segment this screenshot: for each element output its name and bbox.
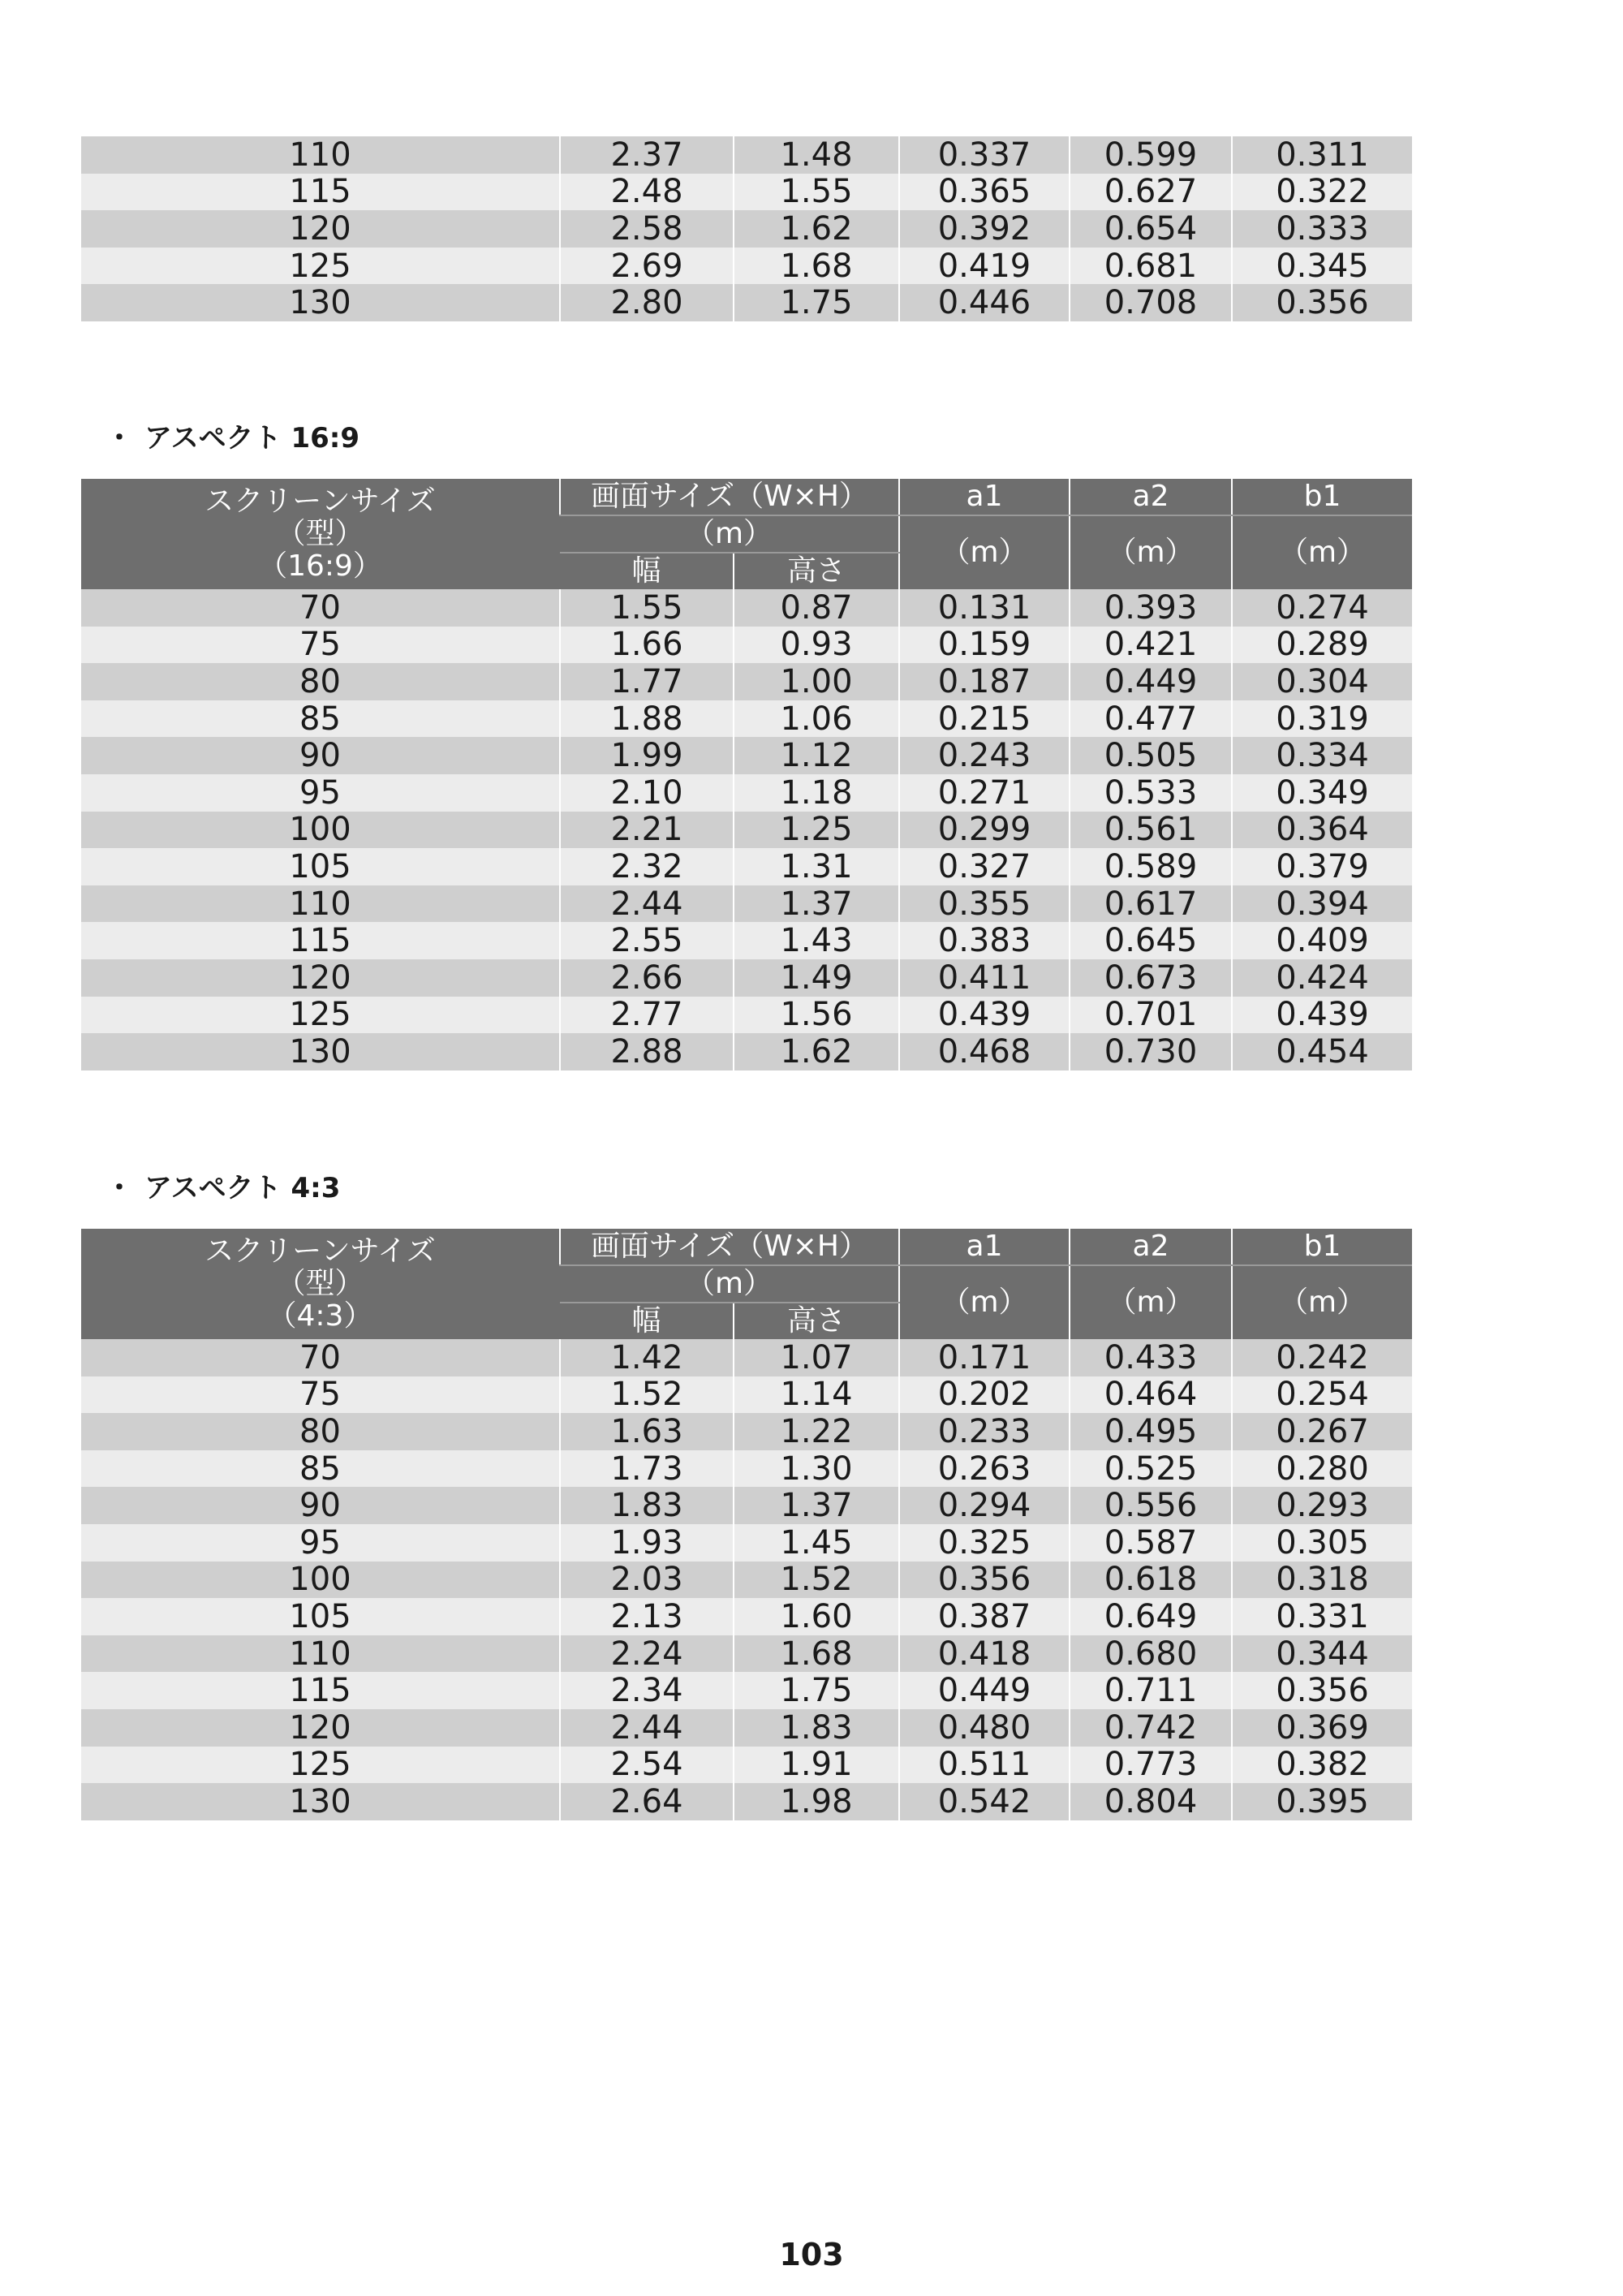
table-row — [81, 1413, 1412, 1450]
a2-cell: 0.627 — [1070, 174, 1232, 211]
height-cell: 1.14 — [734, 1376, 899, 1414]
screen-size-header-line3: （16:9） — [258, 549, 382, 583]
table-row — [81, 1487, 1412, 1524]
table-row — [81, 284, 1412, 321]
a2-header: a2 — [1070, 479, 1232, 515]
a2-cell: 0.681 — [1070, 248, 1232, 285]
width-cell: 2.64 — [560, 1783, 734, 1820]
screen-size-cell: 125 — [81, 248, 560, 285]
table-row — [81, 1339, 1412, 1376]
height-cell: 1.12 — [734, 737, 899, 774]
height-cell: 1.98 — [734, 1783, 899, 1820]
b1-cell: 0.322 — [1232, 174, 1412, 211]
a1-cell: 0.355 — [899, 885, 1070, 923]
a1-cell: 0.327 — [899, 848, 1070, 885]
screen-size-header-line1: スクリーンサイズ — [204, 485, 436, 518]
screen-size-header — [81, 479, 560, 589]
section-title-4-3 — [105, 1165, 340, 1205]
screen-size-cell: 70 — [81, 1339, 560, 1376]
height-cell: 1.37 — [734, 1487, 899, 1524]
width-cell: 1.83 — [560, 1487, 734, 1524]
table-row — [81, 1524, 1412, 1562]
a1-cell: 0.215 — [899, 700, 1070, 738]
a2-cell: 0.589 — [1070, 848, 1232, 885]
b1-cell: 0.318 — [1232, 1562, 1412, 1599]
a1-cell: 0.187 — [899, 663, 1070, 700]
a2-cell: 0.773 — [1070, 1747, 1232, 1784]
a1-cell: 0.159 — [899, 627, 1070, 664]
table-row — [81, 1747, 1412, 1784]
a2-unit: （m） — [1070, 515, 1232, 589]
b1-cell: 0.345 — [1232, 248, 1412, 285]
width-cell: 2.34 — [560, 1672, 734, 1709]
width-cell: 1.88 — [560, 700, 734, 738]
a2-cell: 0.708 — [1070, 284, 1232, 321]
height-cell: 0.93 — [734, 627, 899, 664]
b1-cell: 0.319 — [1232, 700, 1412, 738]
height-cell: 1.37 — [734, 885, 899, 923]
a2-cell: 0.680 — [1070, 1635, 1232, 1673]
section-title-text: アスペクト 16:9 — [144, 422, 360, 454]
a1-unit: （m） — [899, 515, 1070, 589]
a1-cell: 0.418 — [899, 1635, 1070, 1673]
height-cell: 1.75 — [734, 284, 899, 321]
a2-cell: 0.701 — [1070, 997, 1232, 1034]
table-row — [81, 1033, 1412, 1070]
a2-cell: 0.393 — [1070, 589, 1232, 627]
a1-cell: 0.202 — [899, 1376, 1070, 1414]
width-cell: 2.80 — [560, 284, 734, 321]
b1-cell: 0.242 — [1232, 1339, 1412, 1376]
screen-size-cell: 110 — [81, 1635, 560, 1673]
a1-unit: （m） — [899, 1265, 1070, 1339]
a1-cell: 0.233 — [899, 1413, 1070, 1450]
a1-cell: 0.325 — [899, 1524, 1070, 1562]
screen-size-cell: 130 — [81, 284, 560, 321]
width-cell: 2.48 — [560, 174, 734, 211]
screen-size-header-line1: スクリーンサイズ — [204, 1234, 436, 1268]
width-cell: 2.13 — [560, 1598, 734, 1635]
b1-cell: 0.349 — [1232, 774, 1412, 812]
b1-cell: 0.344 — [1232, 1635, 1412, 1673]
height-cell: 1.00 — [734, 663, 899, 700]
a2-cell: 0.449 — [1070, 663, 1232, 700]
width-cell: 2.10 — [560, 774, 734, 812]
width-cell: 2.44 — [560, 1709, 734, 1747]
a1-cell: 0.387 — [899, 1598, 1070, 1635]
screen-size-cell: 100 — [81, 812, 560, 849]
table-header — [81, 479, 1412, 589]
height-cell: 1.18 — [734, 774, 899, 812]
b1-cell: 0.424 — [1232, 959, 1412, 997]
height-cell: 1.48 — [734, 136, 899, 174]
b1-cell: 0.356 — [1232, 1672, 1412, 1709]
height-cell: 1.55 — [734, 174, 899, 211]
a1-cell: 0.468 — [899, 1033, 1070, 1070]
a1-cell: 0.337 — [899, 136, 1070, 174]
screen-size-cell: 80 — [81, 1413, 560, 1450]
section-title-text: アスペクト 4:3 — [144, 1172, 341, 1204]
table-row — [81, 1562, 1412, 1599]
a1-cell: 0.263 — [899, 1450, 1070, 1488]
screen-size-cell: 95 — [81, 774, 560, 812]
a2-cell: 0.556 — [1070, 1487, 1232, 1524]
width-cell: 1.42 — [560, 1339, 734, 1376]
b1-cell: 0.356 — [1232, 284, 1412, 321]
width-header: 幅 — [560, 1303, 734, 1339]
screen-size-header-line2: （型） — [276, 517, 364, 550]
screen-size-cell: 85 — [81, 1450, 560, 1488]
width-cell: 2.44 — [560, 885, 734, 923]
table-row — [81, 997, 1412, 1034]
table-row — [81, 959, 1412, 997]
height-cell: 1.52 — [734, 1562, 899, 1599]
width-cell: 1.77 — [560, 663, 734, 700]
b1-cell: 0.409 — [1232, 922, 1412, 959]
a1-cell: 0.171 — [899, 1339, 1070, 1376]
screen-size-cell: 130 — [81, 1783, 560, 1820]
width-cell: 2.69 — [560, 248, 734, 285]
aspect-16-9-body — [81, 589, 1412, 1070]
height-cell: 1.56 — [734, 997, 899, 1034]
table-row — [81, 848, 1412, 885]
height-cell: 1.62 — [734, 1033, 899, 1070]
b1-cell: 0.304 — [1232, 663, 1412, 700]
height-header: 高さ — [734, 1303, 899, 1339]
table-row — [81, 1635, 1412, 1673]
height-cell: 0.87 — [734, 589, 899, 627]
screen-size-cell: 85 — [81, 700, 560, 738]
height-cell: 1.83 — [734, 1709, 899, 1747]
a2-cell: 0.645 — [1070, 922, 1232, 959]
b1-cell: 0.379 — [1232, 848, 1412, 885]
height-cell: 1.31 — [734, 848, 899, 885]
table-row — [81, 589, 1412, 627]
height-cell: 1.62 — [734, 210, 899, 248]
image-size-unit: （m） — [560, 1265, 899, 1303]
b1-cell: 0.311 — [1232, 136, 1412, 174]
b1-cell: 0.439 — [1232, 997, 1412, 1034]
table-row — [81, 174, 1412, 211]
width-cell: 2.03 — [560, 1562, 734, 1599]
screen-size-cell: 75 — [81, 1376, 560, 1414]
width-cell: 2.32 — [560, 848, 734, 885]
table-row — [81, 1709, 1412, 1747]
a1-cell: 0.542 — [899, 1783, 1070, 1820]
a2-cell: 0.711 — [1070, 1672, 1232, 1709]
b1-cell: 0.334 — [1232, 737, 1412, 774]
b1-cell: 0.369 — [1232, 1709, 1412, 1747]
width-cell: 1.73 — [560, 1450, 734, 1488]
a2-cell: 0.599 — [1070, 136, 1232, 174]
screen-size-cell: 120 — [81, 959, 560, 997]
bullet: ・ — [105, 1172, 133, 1204]
height-cell: 1.45 — [734, 1524, 899, 1562]
a1-cell: 0.480 — [899, 1709, 1070, 1747]
height-cell: 1.91 — [734, 1747, 899, 1784]
a2-header: a2 — [1070, 1229, 1232, 1265]
screen-size-cell: 90 — [81, 737, 560, 774]
a1-cell: 0.511 — [899, 1747, 1070, 1784]
height-cell: 1.60 — [734, 1598, 899, 1635]
section-title-16-9 — [105, 416, 359, 455]
width-cell: 1.99 — [560, 737, 734, 774]
image-size-header: 画面サイズ（W×H） — [560, 479, 899, 515]
height-header: 高さ — [734, 553, 899, 589]
height-cell: 1.68 — [734, 1635, 899, 1673]
width-cell: 2.66 — [560, 959, 734, 997]
a2-cell: 0.804 — [1070, 1783, 1232, 1820]
a1-cell: 0.439 — [899, 997, 1070, 1034]
screen-size-cell: 125 — [81, 1747, 560, 1784]
a2-cell: 0.477 — [1070, 700, 1232, 738]
table-row — [81, 737, 1412, 774]
a2-unit: （m） — [1070, 1265, 1232, 1339]
a2-cell: 0.617 — [1070, 885, 1232, 923]
screen-size-cell: 115 — [81, 174, 560, 211]
a2-cell: 0.654 — [1070, 210, 1232, 248]
width-cell: 1.66 — [560, 627, 734, 664]
width-cell: 2.58 — [560, 210, 734, 248]
a2-cell: 0.533 — [1070, 774, 1232, 812]
width-cell: 2.24 — [560, 1635, 734, 1673]
a1-cell: 0.411 — [899, 959, 1070, 997]
aspect-4-3-body — [81, 1339, 1412, 1820]
b1-cell: 0.454 — [1232, 1033, 1412, 1070]
a1-cell: 0.271 — [899, 774, 1070, 812]
screen-size-cell: 110 — [81, 885, 560, 923]
a2-cell: 0.525 — [1070, 1450, 1232, 1488]
b1-header: b1 — [1232, 1229, 1412, 1265]
height-cell: 1.25 — [734, 812, 899, 849]
a1-cell: 0.356 — [899, 1562, 1070, 1599]
width-cell: 2.21 — [560, 812, 734, 849]
screen-size-cell: 95 — [81, 1524, 560, 1562]
bullet: ・ — [105, 422, 133, 454]
screen-size-cell: 105 — [81, 848, 560, 885]
a2-cell: 0.587 — [1070, 1524, 1232, 1562]
a1-cell: 0.449 — [899, 1672, 1070, 1709]
b1-cell: 0.267 — [1232, 1413, 1412, 1450]
a1-cell: 0.299 — [899, 812, 1070, 849]
a2-cell: 0.730 — [1070, 1033, 1232, 1070]
table-header — [81, 1229, 1412, 1339]
b1-cell: 0.280 — [1232, 1450, 1412, 1488]
screen-size-header-line2: （型） — [276, 1267, 364, 1300]
a2-cell: 0.673 — [1070, 959, 1232, 997]
screen-size-cell: 100 — [81, 1562, 560, 1599]
b1-cell: 0.394 — [1232, 885, 1412, 923]
a1-cell: 0.419 — [899, 248, 1070, 285]
a1-cell: 0.446 — [899, 284, 1070, 321]
table-row — [81, 210, 1412, 248]
a2-cell: 0.505 — [1070, 737, 1232, 774]
screen-size-cell: 120 — [81, 1709, 560, 1747]
width-header: 幅 — [560, 553, 734, 589]
continued-table-body — [81, 136, 1412, 321]
a1-cell: 0.365 — [899, 174, 1070, 211]
b1-cell: 0.382 — [1232, 1747, 1412, 1784]
height-cell: 1.43 — [734, 922, 899, 959]
width-cell: 2.37 — [560, 136, 734, 174]
screen-size-cell: 130 — [81, 1033, 560, 1070]
height-cell: 1.22 — [734, 1413, 899, 1450]
b1-cell: 0.289 — [1232, 627, 1412, 664]
screen-size-cell: 120 — [81, 210, 560, 248]
a2-cell: 0.742 — [1070, 1709, 1232, 1747]
table-row — [81, 627, 1412, 664]
width-cell: 1.55 — [560, 589, 734, 627]
b1-cell: 0.305 — [1232, 1524, 1412, 1562]
a2-cell: 0.433 — [1070, 1339, 1232, 1376]
a2-cell: 0.421 — [1070, 627, 1232, 664]
screen-size-cell: 70 — [81, 589, 560, 627]
height-cell: 1.49 — [734, 959, 899, 997]
continued-table — [81, 136, 1412, 321]
table-row — [81, 922, 1412, 959]
screen-size-cell: 115 — [81, 922, 560, 959]
table-row — [81, 1783, 1412, 1820]
width-cell: 2.88 — [560, 1033, 734, 1070]
width-cell: 1.93 — [560, 1524, 734, 1562]
screen-size-header-line3: （4:3） — [267, 1299, 373, 1333]
screen-size-cell: 90 — [81, 1487, 560, 1524]
screen-size-cell: 115 — [81, 1672, 560, 1709]
table-row — [81, 1598, 1412, 1635]
b1-cell: 0.331 — [1232, 1598, 1412, 1635]
image-size-header: 画面サイズ（W×H） — [560, 1229, 899, 1265]
b1-cell: 0.364 — [1232, 812, 1412, 849]
screen-size-cell: 125 — [81, 997, 560, 1034]
a1-cell: 0.243 — [899, 737, 1070, 774]
b1-cell: 0.395 — [1232, 1783, 1412, 1820]
screen-size-cell: 105 — [81, 1598, 560, 1635]
screen-size-cell: 80 — [81, 663, 560, 700]
a2-cell: 0.561 — [1070, 812, 1232, 849]
screen-size-cell: 110 — [81, 136, 560, 174]
a1-cell: 0.392 — [899, 210, 1070, 248]
height-cell: 1.06 — [734, 700, 899, 738]
table-row — [81, 812, 1412, 849]
width-cell: 2.54 — [560, 1747, 734, 1784]
table-row — [81, 1376, 1412, 1414]
b1-cell: 0.274 — [1232, 589, 1412, 627]
aspect-16-9-table — [81, 479, 1412, 1070]
height-cell: 1.30 — [734, 1450, 899, 1488]
table-row — [81, 885, 1412, 923]
a1-cell: 0.294 — [899, 1487, 1070, 1524]
screen-size-header — [81, 1229, 560, 1339]
table-row — [81, 774, 1412, 812]
width-cell: 1.63 — [560, 1413, 734, 1450]
b1-header: b1 — [1232, 479, 1412, 515]
a2-cell: 0.464 — [1070, 1376, 1232, 1414]
height-cell: 1.68 — [734, 248, 899, 285]
width-cell: 2.55 — [560, 922, 734, 959]
page-number: 103 — [779, 2237, 844, 2272]
table-row — [81, 136, 1412, 174]
a1-cell: 0.383 — [899, 922, 1070, 959]
b1-unit: （m） — [1232, 515, 1412, 589]
height-cell: 1.75 — [734, 1672, 899, 1709]
screen-size-cell: 75 — [81, 627, 560, 664]
a1-cell: 0.131 — [899, 589, 1070, 627]
a2-cell: 0.495 — [1070, 1413, 1232, 1450]
table-row — [81, 1672, 1412, 1709]
b1-cell: 0.254 — [1232, 1376, 1412, 1414]
aspect-4-3-table — [81, 1229, 1412, 1820]
b1-cell: 0.293 — [1232, 1487, 1412, 1524]
b1-unit: （m） — [1232, 1265, 1412, 1339]
table-row — [81, 1450, 1412, 1488]
b1-cell: 0.333 — [1232, 210, 1412, 248]
a1-header: a1 — [899, 1229, 1070, 1265]
a2-cell: 0.649 — [1070, 1598, 1232, 1635]
a1-header: a1 — [899, 479, 1070, 515]
width-cell: 2.77 — [560, 997, 734, 1034]
table-row — [81, 663, 1412, 700]
table-row — [81, 700, 1412, 738]
height-cell: 1.07 — [734, 1339, 899, 1376]
image-size-unit: （m） — [560, 515, 899, 553]
table-row — [81, 248, 1412, 285]
width-cell: 1.52 — [560, 1376, 734, 1414]
a2-cell: 0.618 — [1070, 1562, 1232, 1599]
